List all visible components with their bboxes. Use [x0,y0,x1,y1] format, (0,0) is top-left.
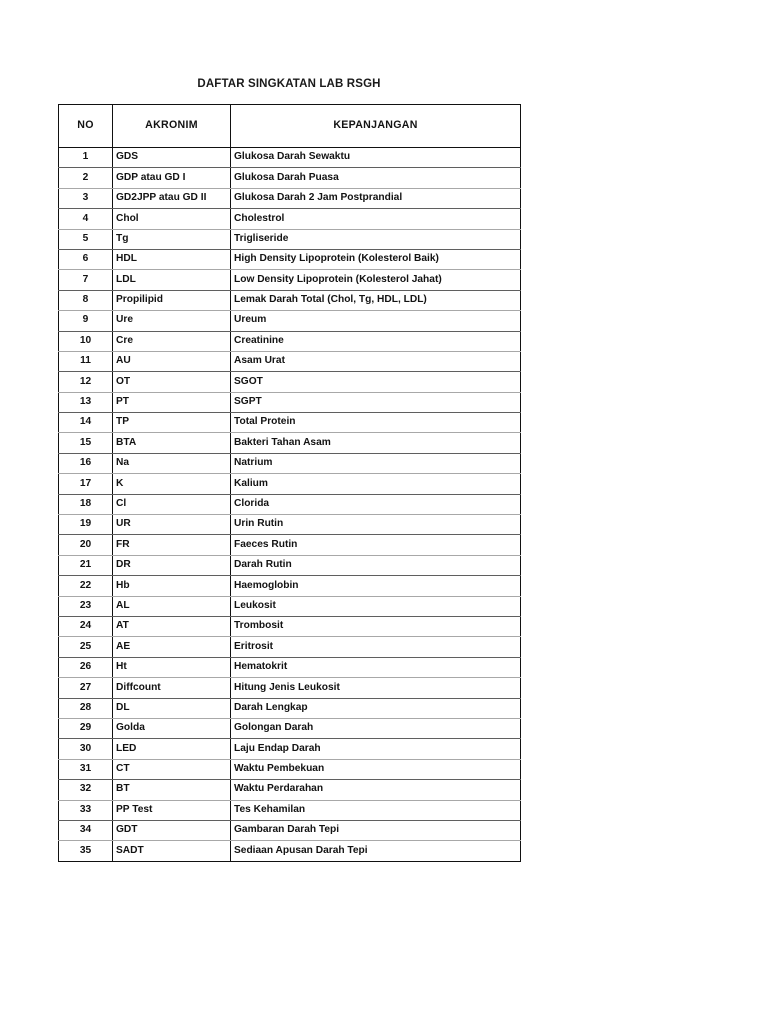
cell-expansion: Darah Lengkap [231,698,521,718]
cell-expansion: Low Density Lipoprotein (Kolesterol Jahat) [231,270,521,290]
table-body [59,148,521,862]
cell-expansion: Natrium [231,453,521,473]
cell-acronym: SADT [113,841,231,861]
table-row [59,718,521,738]
table-row [59,555,521,575]
cell-acronym: UR [113,515,231,535]
cell-expansion: Cholestrol [231,209,521,229]
table-row [59,290,521,310]
cell-expansion: Waktu Perdarahan [231,780,521,800]
table-row [59,678,521,698]
table-row [59,331,521,351]
table-row [59,800,521,820]
cell-expansion: Waktu Pembekuan [231,759,521,779]
cell-expansion: Creatinine [231,331,521,351]
cell-acronym: DL [113,698,231,718]
cell-acronym: OT [113,372,231,392]
cell-no: 9 [59,311,113,331]
cell-no: 23 [59,596,113,616]
cell-acronym: GDT [113,820,231,840]
cell-expansion: Total Protein [231,413,521,433]
cell-no: 28 [59,698,113,718]
abbreviation-table [58,104,521,862]
cell-acronym: AT [113,616,231,636]
table-row [59,494,521,514]
cell-expansion: Clorida [231,494,521,514]
cell-acronym: Chol [113,209,231,229]
cell-acronym: K [113,474,231,494]
cell-expansion: Glukosa Darah Puasa [231,168,521,188]
cell-expansion: Tes Kehamilan [231,800,521,820]
cell-acronym: Cl [113,494,231,514]
cell-expansion: Sediaan Apusan Darah Tepi [231,841,521,861]
table-row [59,453,521,473]
table-row [59,759,521,779]
table-row [59,576,521,596]
table-row [59,168,521,188]
cell-no: 35 [59,841,113,861]
cell-no: 34 [59,820,113,840]
table-row [59,657,521,677]
column-header-no: NO [59,105,113,148]
cell-acronym: AL [113,596,231,616]
cell-acronym: AE [113,637,231,657]
cell-acronym: BTA [113,433,231,453]
cell-acronym: TP [113,413,231,433]
table-row [59,229,521,249]
cell-expansion: Gambaran Darah Tepi [231,820,521,840]
cell-expansion: Eritrosit [231,637,521,657]
table-row [59,188,521,208]
table-row [59,148,521,168]
cell-acronym: GD2JPP atau GD II [113,188,231,208]
cell-acronym: Hb [113,576,231,596]
cell-acronym: BT [113,780,231,800]
cell-no: 31 [59,759,113,779]
table-row [59,433,521,453]
cell-acronym: CT [113,759,231,779]
column-header-expansion: KEPANJANGAN [231,105,521,148]
cell-expansion: SGPT [231,392,521,412]
cell-no: 6 [59,249,113,269]
cell-expansion: Darah Rutin [231,555,521,575]
cell-expansion: High Density Lipoprotein (Kolesterol Baik) [231,249,521,269]
table-header [59,105,521,148]
column-header-acronym: AKRONIM [113,105,231,148]
cell-acronym: Tg [113,229,231,249]
cell-no: 4 [59,209,113,229]
cell-acronym: PP Test [113,800,231,820]
cell-expansion: Leukosit [231,596,521,616]
table-row [59,311,521,331]
cell-no: 22 [59,576,113,596]
cell-expansion: Lemak Darah Total (Chol, Tg, HDL, LDL) [231,290,521,310]
cell-acronym: Ht [113,657,231,677]
cell-acronym: LDL [113,270,231,290]
table-row [59,698,521,718]
cell-acronym: GDP atau GD I [113,168,231,188]
cell-no: 2 [59,168,113,188]
cell-expansion: Bakteri Tahan Asam [231,433,521,453]
table-row [59,841,521,861]
cell-no: 14 [59,413,113,433]
cell-acronym: DR [113,555,231,575]
cell-no: 15 [59,433,113,453]
cell-expansion: Golongan Darah [231,718,521,738]
cell-no: 10 [59,331,113,351]
cell-no: 29 [59,718,113,738]
cell-no: 20 [59,535,113,555]
cell-expansion: Hitung Jenis Leukosit [231,678,521,698]
cell-expansion: Urin Rutin [231,515,521,535]
table-row [59,820,521,840]
cell-no: 17 [59,474,113,494]
cell-no: 8 [59,290,113,310]
table-row [59,739,521,759]
table-row [59,535,521,555]
table-row [59,413,521,433]
cell-expansion: Faeces Rutin [231,535,521,555]
cell-no: 1 [59,148,113,168]
cell-expansion: Trombosit [231,616,521,636]
cell-no: 5 [59,229,113,249]
cell-acronym: LED [113,739,231,759]
cell-no: 7 [59,270,113,290]
cell-no: 21 [59,555,113,575]
table-row [59,372,521,392]
cell-acronym: Diffcount [113,678,231,698]
cell-no: 13 [59,392,113,412]
cell-no: 18 [59,494,113,514]
cell-no: 26 [59,657,113,677]
cell-acronym: Propilipid [113,290,231,310]
cell-no: 11 [59,351,113,371]
table-row [59,515,521,535]
cell-acronym: AU [113,351,231,371]
cell-acronym: FR [113,535,231,555]
page-title: DAFTAR SINGKATAN LAB RSGH [197,78,381,90]
table-row [59,270,521,290]
cell-expansion: Asam Urat [231,351,521,371]
cell-no: 30 [59,739,113,759]
cell-no: 12 [59,372,113,392]
table-row [59,209,521,229]
cell-acronym: GDS [113,148,231,168]
cell-acronym: PT [113,392,231,412]
cell-expansion: SGOT [231,372,521,392]
cell-expansion: Hematokrit [231,657,521,677]
cell-acronym: Na [113,453,231,473]
cell-expansion: Glukosa Darah 2 Jam Postprandial [231,188,521,208]
cell-expansion: Kalium [231,474,521,494]
cell-no: 32 [59,780,113,800]
table-row [59,780,521,800]
cell-acronym: HDL [113,249,231,269]
table-row [59,474,521,494]
cell-no: 25 [59,637,113,657]
cell-expansion: Ureum [231,311,521,331]
cell-acronym: Golda [113,718,231,738]
cell-no: 24 [59,616,113,636]
table-row [59,249,521,269]
cell-acronym: Cre [113,331,231,351]
cell-no: 19 [59,515,113,535]
cell-no: 27 [59,678,113,698]
table-row [59,637,521,657]
table-row [59,351,521,371]
cell-no: 33 [59,800,113,820]
table-header-row [59,105,521,148]
cell-expansion: Trigliseride [231,229,521,249]
cell-no: 3 [59,188,113,208]
cell-expansion: Laju Endap Darah [231,739,521,759]
cell-acronym: Ure [113,311,231,331]
table-row [59,596,521,616]
cell-expansion: Haemoglobin [231,576,521,596]
table-row [59,616,521,636]
cell-expansion: Glukosa Darah Sewaktu [231,148,521,168]
cell-no: 16 [59,453,113,473]
table-row [59,392,521,412]
